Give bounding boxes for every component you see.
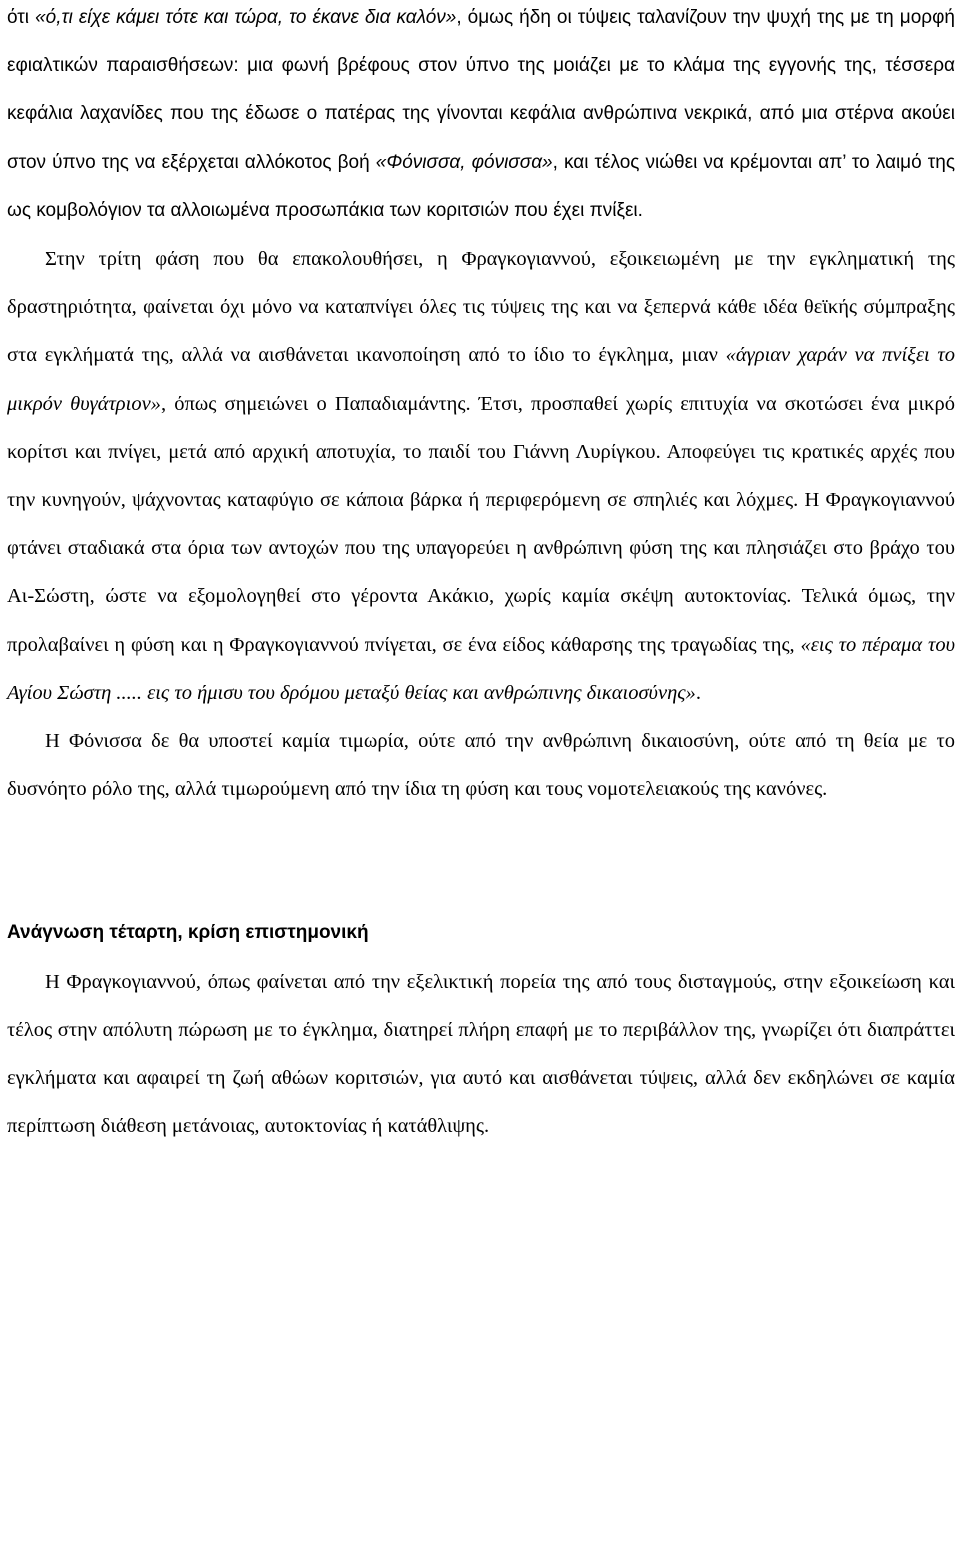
- paragraph-1-quote-b: «Φόνισσα, φόνισσα»: [375, 151, 553, 173]
- paragraph-2-quote-b: «εις το πέραμα του Αγίου Σώστη ..... εις το ήμισυ του δρόμου μεταξύ θείας και ανθρώπινης δικαιοσύνης»: [7, 633, 955, 704]
- paragraph-2-text-c: .: [695, 681, 701, 704]
- paragraph-4: Η Φραγκογιαννού, όπως φαίνεται από την εξελικτική πορεία της από τους δισταγμούς, στην εξοικείωση και τέλος στην απόλυτη πώρωση με το έγκλημα, διατηρεί πλήρη επαφή με το περιβάλλον της, γνωρίζει ότι διαπράττει εγκλήματα και αφαιρεί τη ζωή αθώων κοριτσιών, για αυτό και αισθάνεται τύψεις, αλλά δεν εκδηλώνει σε καμία περίπτωση διάθεση μετάνοιας, αυτοκτονίας ή κατάθλιψης.: [7, 970, 955, 1138]
- paragraph-1-text-a: ότι: [7, 7, 36, 28]
- document-page: [7, 0, 955, 1150]
- paragraph-2-text-b: , όπως σημειώνει ο Παπαδιαμάντης. Έτσι, προσπαθεί χωρίς επιτυχία να σκοτώσει ένα μικρό κορίτσι και πνίγει, μετά από αρχική αποτυχία, το παιδί του Γιάννη Λυρίγκου. Αποφεύγει τις κρατικές αρχές που την κυνηγούν, ψάχνοντας καταφύγιο σε κάποια βάρκα ή περιφερόμενη σε σπηλιές και λόχμες. Η Φραγκογιαννού φτάνει σταδιακά στα όρια των αντοχών που της υπαγορεύει η ανθρώπινη φύση της και πλησιάζει στο βράχο του Αι-Σώστη, ώστε να εξομολογηθεί στο γέροντα Ακάκιο, χωρίς καμία σκέψη αυτοκτονίας. Τελικά όμως, την προλαβαίνει η φύση και η Φραγκογιαννού πνίγεται, σε ένα είδος κάθαρσης της τραγωδίας της,: [7, 392, 955, 656]
- paragraph-1-quote-a: «ό,τι είχε κάμει τότε και τώρα, το έκανε δια καλόν»: [35, 7, 457, 28]
- paragraph-1-text-c: , και τέλος νιώθει να κρέμονται απ’ το λαιμό της ως κομβολόγιον τα αλλοιωμένα προσωπάκια των κοριτσιών που έχει πνίξει.: [7, 151, 955, 221]
- section-heading: Ανάγνωση τέταρτη, κρίση επιστημονική: [7, 922, 369, 944]
- paragraph-1: [7, 0, 955, 235]
- paragraph-1-text-b: , όμως ήδη οι τύψεις ταλανίζουν την ψυχή της με τη μορφή εφιαλτικών παραισθήσεων: μια φωνή βρέφους στον ύπνο της μοιάζει με το κλάμα της εγγονής της, τέσσερα κεφάλια λαχανίδες που της έδωσε ο πατέρας της γίνονται κεφάλια ανθρώπινα νεκρικά, από μια στέρνα ακούει στον ύπνο της να εξέρχεται αλλόκοτος βοή: [7, 7, 955, 173]
- paragraph-3: Η Φόνισσα δε θα υποστεί καμία τιμωρία, ούτε από την ανθρώπινη δικαιοσύνη, ούτε από τη θεία με το δυσνόητο ρόλο της, αλλά τιμωρούμενη από την ίδια τη φύση και τους νομοτελειακούς της κανόνες.: [7, 730, 955, 801]
- paragraph-2-quote-a: «άγριαν χαράν να πνίξει το μικρόν θυγάτριον»: [7, 344, 955, 415]
- paragraph-2-text-a: Στην τρίτη φάση που θα επακολουθήσει, η Φραγκογιαννού, εξοικειωμένη με την εγκληματική της δραστηριότητα, φαίνεται όχι μόνο να καταπνίγει όλες τις τύψεις της και να ξεπερνά κάθε ιδέα θεϊκής σύμπραξης στα εγκλήματά της, αλλά να αισθάνεται ικανοποίηση από το ίδιο το έγκλημα, μιαν: [7, 248, 955, 367]
- paragraph-2: [7, 235, 955, 717]
